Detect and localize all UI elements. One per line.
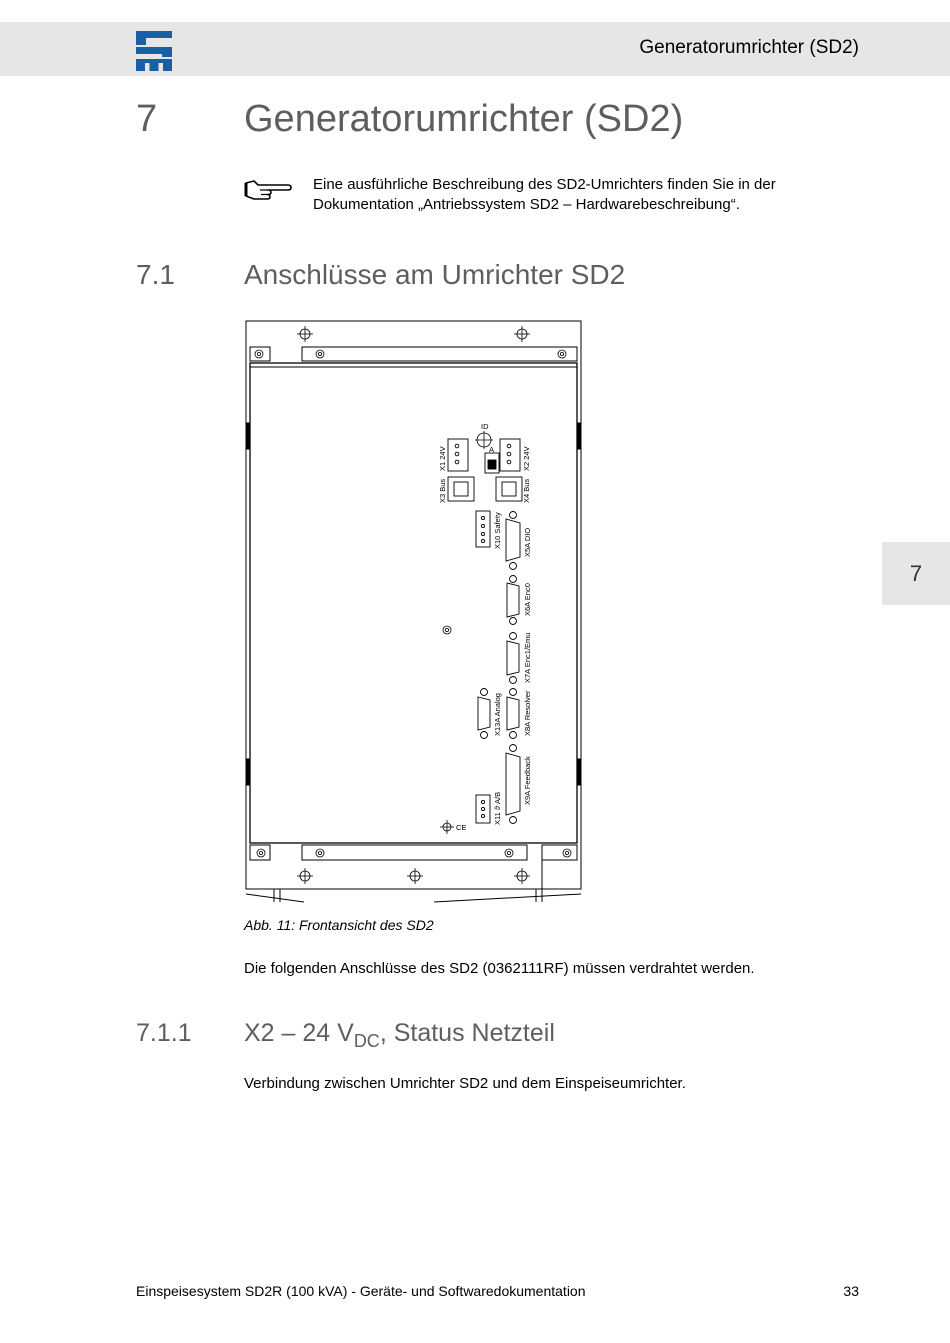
pointing-hand-icon [244, 177, 292, 201]
chapter-number: 7 [136, 98, 158, 140]
label-x13a: X13A Analog [493, 693, 502, 736]
label-x5a: X5A DIO [523, 527, 532, 557]
label-x9a: X9A Feedback [523, 756, 532, 805]
chapter-side-tab: 7 [882, 542, 950, 605]
paragraph-connections: Die folgenden Anschlüsse des SD2 (0362111RF) müssen verdrahtet werden. [244, 960, 755, 977]
section-number: 7.1 [136, 259, 175, 290]
label-x11: X11 ϑ A/B [493, 791, 502, 825]
screw-icon [514, 868, 530, 884]
label-x3: X3 Bus [438, 478, 447, 503]
subsection-number: 7.1.1 [136, 1019, 192, 1047]
paragraph-connection-description: Verbindung zwischen Umrichter SD2 und dem Einspeiseumrichter. [244, 1075, 686, 1092]
subsection-title [244, 1019, 555, 1052]
chapter-title: Generatorumrichter (SD2) [244, 98, 684, 140]
connector-x13a [478, 697, 490, 730]
connector-x4 [496, 477, 522, 501]
label-x8a: X8A Resolver [523, 690, 532, 736]
device-front-view-figure [244, 319, 584, 904]
subsection-title-main: X2 – 24 V [244, 1019, 354, 1047]
label-x2: X2 24V [522, 446, 531, 471]
running-header-title: Generatorumrichter (SD2) [639, 37, 859, 58]
connector-x7a [507, 641, 519, 675]
ce-mark: CE [456, 823, 467, 832]
company-logo-icon [136, 31, 172, 71]
connector-x6a [507, 583, 519, 617]
connector-x9a [506, 753, 520, 815]
label-x1: X1 24V [438, 446, 447, 471]
figure-caption: Abb. 11: Frontansicht des SD2 [244, 917, 434, 933]
label-x4: X4 Bus [522, 478, 531, 503]
label-id: ID [481, 422, 489, 431]
screw-icon [297, 868, 313, 884]
screw-icon [514, 326, 530, 342]
connector-x3 [448, 477, 474, 501]
subsection-title-end: , Status Netzteil [379, 1019, 555, 1047]
screw-icon [407, 868, 423, 884]
subsection-title-subscript: DC [353, 1031, 380, 1051]
top-rail [302, 347, 577, 361]
footer-document-title: Einspeisesystem SD2R (100 kVA) - Geräte- und Softwaredokumentation [136, 1283, 586, 1299]
label-x6a: X6A Enc0 [523, 583, 532, 616]
connector-x8a [507, 697, 519, 730]
label-x10: X10 Safety [493, 512, 502, 549]
bottom-rail [302, 845, 527, 860]
screw-icon [297, 326, 313, 342]
connector-x11 [476, 795, 490, 823]
label-a: A [489, 445, 495, 454]
note-text: Eine ausführliche Beschreibung des SD2-Umrichters finden Sie in der Dokumentation „Antriebssystem SD2 – Hardwarebeschreibung“. [313, 176, 776, 213]
footer-page-number: 33 [843, 1283, 859, 1299]
section-title: Anschlüsse am Umrichter SD2 [244, 259, 626, 290]
label-x7a: X7A Enc1/Emu [523, 632, 532, 683]
connector-x5a [506, 519, 520, 561]
